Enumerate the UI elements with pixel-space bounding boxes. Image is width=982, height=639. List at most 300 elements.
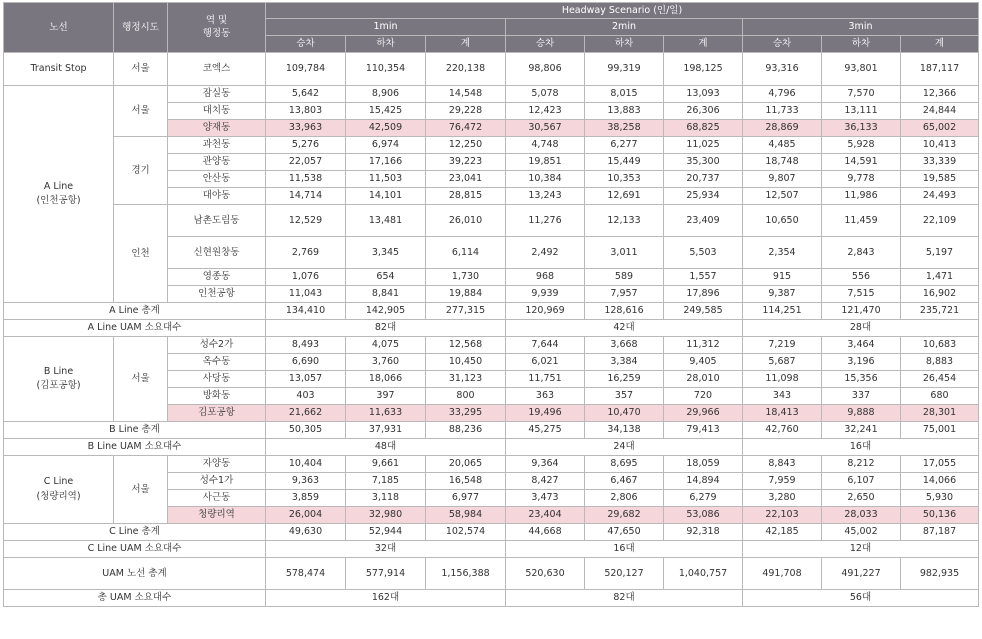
value-cell: 10,650 xyxy=(743,205,822,237)
value-cell: 9,661 xyxy=(346,456,426,473)
value-cell: 87,187 xyxy=(901,524,979,541)
value-cell: 8,906 xyxy=(346,86,426,103)
value-cell: 49,630 xyxy=(266,524,346,541)
value-cell: 14,714 xyxy=(266,188,346,205)
value-cell: 50,305 xyxy=(266,422,346,439)
uam-row xyxy=(4,320,979,337)
value-cell: 8,841 xyxy=(346,286,426,303)
value-cell: 9,807 xyxy=(743,171,822,188)
uam-row xyxy=(4,439,979,456)
uam-row xyxy=(4,541,979,558)
value-cell: 33,339 xyxy=(901,154,979,171)
value-cell: 680 xyxy=(901,388,979,405)
value-cell: 19,884 xyxy=(426,286,506,303)
value-cell: 9,363 xyxy=(266,473,346,490)
total-label: B Line 총계 xyxy=(4,422,266,439)
station-cell: 잠실동 xyxy=(168,86,266,103)
value-cell: 39,223 xyxy=(426,154,506,171)
value-cell: 24,493 xyxy=(901,188,979,205)
value-cell: 11,986 xyxy=(822,188,901,205)
value-cell: 8,695 xyxy=(585,456,664,473)
value-cell: 14,066 xyxy=(901,473,979,490)
value-cell: 5,642 xyxy=(266,86,346,103)
value-cell: 198,125 xyxy=(664,53,743,86)
total-label: C Line 총계 xyxy=(4,524,266,541)
header-route: 노선 xyxy=(4,3,114,53)
value-cell: 114,251 xyxy=(743,303,822,320)
header-headway-1: 1min xyxy=(266,19,506,36)
value-cell: 235,721 xyxy=(901,303,979,320)
value-cell: 29,966 xyxy=(664,405,743,422)
value-cell: 45,275 xyxy=(506,422,585,439)
value-cell: 10,413 xyxy=(901,137,979,154)
subheader-total: 계 xyxy=(664,36,743,53)
value-cell: 915 xyxy=(743,269,822,286)
value-cell: 17,896 xyxy=(664,286,743,303)
uam-value: 28대 xyxy=(743,320,979,337)
value-cell: 12,568 xyxy=(426,337,506,354)
value-cell: 343 xyxy=(743,388,822,405)
value-cell: 12,691 xyxy=(585,188,664,205)
region-cell: 서울 xyxy=(114,337,168,422)
value-cell: 88,236 xyxy=(426,422,506,439)
value-cell: 121,470 xyxy=(822,303,901,320)
value-cell: 110,354 xyxy=(346,53,426,86)
value-cell: 12,366 xyxy=(901,86,979,103)
value-cell: 10,404 xyxy=(266,456,346,473)
value-cell: 8,212 xyxy=(822,456,901,473)
value-cell: 7,515 xyxy=(822,286,901,303)
value-cell: 18,066 xyxy=(346,371,426,388)
value-cell: 2,650 xyxy=(822,490,901,507)
subheader-alight: 하차 xyxy=(346,36,426,53)
value-cell: 12,250 xyxy=(426,137,506,154)
value-cell: 32,980 xyxy=(346,507,426,524)
value-cell: 3,011 xyxy=(585,237,664,269)
value-cell: 13,481 xyxy=(346,205,426,237)
value-cell: 520,630 xyxy=(506,558,585,590)
table-row xyxy=(4,205,979,237)
route-cell: A Line (인천공항) xyxy=(4,86,114,303)
value-cell: 10,384 xyxy=(506,171,585,188)
value-cell: 29,682 xyxy=(585,507,664,524)
value-cell: 92,318 xyxy=(664,524,743,541)
value-cell: 15,425 xyxy=(346,103,426,120)
value-cell: 23,404 xyxy=(506,507,585,524)
value-cell: 22,057 xyxy=(266,154,346,171)
value-cell: 3,118 xyxy=(346,490,426,507)
value-cell: 128,616 xyxy=(585,303,664,320)
value-cell: 142,905 xyxy=(346,303,426,320)
value-cell: 38,258 xyxy=(585,120,664,137)
value-cell: 578,474 xyxy=(266,558,346,590)
value-cell: 720 xyxy=(664,388,743,405)
value-cell: 4,485 xyxy=(743,137,822,154)
value-cell: 14,894 xyxy=(664,473,743,490)
header-station-label: 역 및 행정동 xyxy=(202,15,231,39)
value-cell: 2,769 xyxy=(266,237,346,269)
value-cell: 28,815 xyxy=(426,188,506,205)
value-cell: 11,538 xyxy=(266,171,346,188)
value-cell: 37,931 xyxy=(346,422,426,439)
value-cell: 53,086 xyxy=(664,507,743,524)
value-cell: 6,690 xyxy=(266,354,346,371)
value-cell: 12,529 xyxy=(266,205,346,237)
region-cell: 경기 xyxy=(114,137,168,205)
table-body xyxy=(4,53,979,607)
value-cell: 28,301 xyxy=(901,405,979,422)
grand-total-row xyxy=(4,558,979,590)
value-cell: 1,730 xyxy=(426,269,506,286)
value-cell: 1,076 xyxy=(266,269,346,286)
uam-value: 24대 xyxy=(506,439,743,456)
subheader-alight: 하차 xyxy=(822,36,901,53)
total-row xyxy=(4,303,979,320)
value-cell: 29,228 xyxy=(426,103,506,120)
value-cell: 10,450 xyxy=(426,354,506,371)
value-cell: 120,969 xyxy=(506,303,585,320)
value-cell: 3,384 xyxy=(585,354,664,371)
subheader-alight: 하차 xyxy=(585,36,664,53)
station-cell: 양재동 xyxy=(168,120,266,137)
value-cell: 577,914 xyxy=(346,558,426,590)
value-cell: 34,138 xyxy=(585,422,664,439)
value-cell: 28,869 xyxy=(743,120,822,137)
route-cell: B Line (김포공항) xyxy=(4,337,114,422)
region-cell: 서울 xyxy=(114,53,168,86)
value-cell: 22,109 xyxy=(901,205,979,237)
value-cell: 24,844 xyxy=(901,103,979,120)
total-row xyxy=(4,524,979,541)
total-row xyxy=(4,422,979,439)
value-cell: 47,650 xyxy=(585,524,664,541)
uam-label: B Line UAM 소요대수 xyxy=(4,439,266,456)
value-cell: 36,133 xyxy=(822,120,901,137)
header-scenario-title: Headway Scenario (인/일) xyxy=(266,3,979,19)
value-cell: 28,033 xyxy=(822,507,901,524)
value-cell: 3,280 xyxy=(743,490,822,507)
subheader-board: 승차 xyxy=(506,36,585,53)
value-cell: 109,784 xyxy=(266,53,346,86)
value-cell: 6,467 xyxy=(585,473,664,490)
value-cell: 19,851 xyxy=(506,154,585,171)
value-cell: 10,470 xyxy=(585,405,664,422)
value-cell: 13,111 xyxy=(822,103,901,120)
value-cell: 15,356 xyxy=(822,371,901,388)
value-cell: 8,843 xyxy=(743,456,822,473)
value-cell: 17,166 xyxy=(346,154,426,171)
value-cell: 23,409 xyxy=(664,205,743,237)
value-cell: 187,117 xyxy=(901,53,979,86)
value-cell: 31,123 xyxy=(426,371,506,388)
value-cell: 491,708 xyxy=(743,558,822,590)
value-cell: 7,185 xyxy=(346,473,426,490)
station-cell: 성수2가 xyxy=(168,337,266,354)
subheader-board: 승차 xyxy=(266,36,346,53)
value-cell: 357 xyxy=(585,388,664,405)
value-cell: 14,101 xyxy=(346,188,426,205)
value-cell: 277,315 xyxy=(426,303,506,320)
value-cell: 42,185 xyxy=(743,524,822,541)
value-cell: 11,459 xyxy=(822,205,901,237)
value-cell: 68,825 xyxy=(664,120,743,137)
value-cell: 79,413 xyxy=(664,422,743,439)
grand-uam-value: 82대 xyxy=(506,590,743,607)
value-cell: 26,306 xyxy=(664,103,743,120)
table-row xyxy=(4,337,979,354)
value-cell: 11,312 xyxy=(664,337,743,354)
value-cell: 5,928 xyxy=(822,137,901,154)
station-cell: 옥수동 xyxy=(168,354,266,371)
uam-label: C Line UAM 소요대수 xyxy=(4,541,266,558)
value-cell: 28,010 xyxy=(664,371,743,388)
value-cell: 13,093 xyxy=(664,86,743,103)
header-headway-3: 3min xyxy=(743,19,979,36)
value-cell: 12,133 xyxy=(585,205,664,237)
station-cell: 자양동 xyxy=(168,456,266,473)
value-cell: 93,316 xyxy=(743,53,822,86)
value-cell: 4,075 xyxy=(346,337,426,354)
value-cell: 42,509 xyxy=(346,120,426,137)
value-cell: 12,423 xyxy=(506,103,585,120)
grand-total-label: UAM 노선 총계 xyxy=(4,558,266,590)
value-cell: 11,025 xyxy=(664,137,743,154)
value-cell: 75,001 xyxy=(901,422,979,439)
value-cell: 19,585 xyxy=(901,171,979,188)
value-cell: 589 xyxy=(585,269,664,286)
value-cell: 6,114 xyxy=(426,237,506,269)
value-cell: 50,136 xyxy=(901,507,979,524)
value-cell: 11,098 xyxy=(743,371,822,388)
value-cell: 6,021 xyxy=(506,354,585,371)
uam-value: 16대 xyxy=(743,439,979,456)
value-cell: 33,295 xyxy=(426,405,506,422)
value-cell: 14,548 xyxy=(426,86,506,103)
value-cell: 6,107 xyxy=(822,473,901,490)
value-cell: 5,930 xyxy=(901,490,979,507)
station-cell: 영종동 xyxy=(168,269,266,286)
value-cell: 363 xyxy=(506,388,585,405)
station-cell: 성수1가 xyxy=(168,473,266,490)
table-row xyxy=(4,86,979,103)
station-cell: 사근동 xyxy=(168,490,266,507)
region-cell: 서울 xyxy=(114,456,168,524)
station-cell: 남촌도림동 xyxy=(168,205,266,237)
value-cell: 8,883 xyxy=(901,354,979,371)
value-cell: 982,935 xyxy=(901,558,979,590)
value-cell: 58,984 xyxy=(426,507,506,524)
value-cell: 45,002 xyxy=(822,524,901,541)
value-cell: 10,683 xyxy=(901,337,979,354)
value-cell: 5,276 xyxy=(266,137,346,154)
value-cell: 7,219 xyxy=(743,337,822,354)
value-cell: 1,040,757 xyxy=(664,558,743,590)
region-cell: 인천 xyxy=(114,205,168,303)
value-cell: 16,259 xyxy=(585,371,664,388)
value-cell: 7,957 xyxy=(585,286,664,303)
value-cell: 76,472 xyxy=(426,120,506,137)
grand-uam-row xyxy=(4,590,979,607)
value-cell: 21,662 xyxy=(266,405,346,422)
ridership-table-container xyxy=(3,2,979,607)
station-cell: 방화동 xyxy=(168,388,266,405)
value-cell: 44,668 xyxy=(506,524,585,541)
header-station xyxy=(168,3,266,53)
value-cell: 397 xyxy=(346,388,426,405)
value-cell: 11,751 xyxy=(506,371,585,388)
value-cell: 13,243 xyxy=(506,188,585,205)
value-cell: 20,065 xyxy=(426,456,506,473)
value-cell: 17,055 xyxy=(901,456,979,473)
value-cell: 18,748 xyxy=(743,154,822,171)
station-cell: 인천공항 xyxy=(168,286,266,303)
header-region: 행정시도 xyxy=(114,3,168,53)
uam-value: 16대 xyxy=(506,541,743,558)
value-cell: 19,496 xyxy=(506,405,585,422)
value-cell: 3,196 xyxy=(822,354,901,371)
value-cell: 99,319 xyxy=(585,53,664,86)
value-cell: 968 xyxy=(506,269,585,286)
value-cell: 11,276 xyxy=(506,205,585,237)
value-cell: 13,057 xyxy=(266,371,346,388)
value-cell: 9,778 xyxy=(822,171,901,188)
uam-value: 42대 xyxy=(506,320,743,337)
value-cell: 1,471 xyxy=(901,269,979,286)
subheader-total: 계 xyxy=(901,36,979,53)
station-cell: 코엑스 xyxy=(168,53,266,86)
value-cell: 6,279 xyxy=(664,490,743,507)
value-cell: 6,277 xyxy=(585,137,664,154)
value-cell: 520,127 xyxy=(585,558,664,590)
uam-value: 82대 xyxy=(266,320,506,337)
value-cell: 3,464 xyxy=(822,337,901,354)
station-cell: 과천동 xyxy=(168,137,266,154)
value-cell: 14,591 xyxy=(822,154,901,171)
value-cell: 10,353 xyxy=(585,171,664,188)
station-cell: 사당동 xyxy=(168,371,266,388)
value-cell: 1,557 xyxy=(664,269,743,286)
value-cell: 7,644 xyxy=(506,337,585,354)
value-cell: 33,963 xyxy=(266,120,346,137)
uam-value: 48대 xyxy=(266,439,506,456)
grand-uam-value: 162대 xyxy=(266,590,506,607)
value-cell: 800 xyxy=(426,388,506,405)
value-cell: 102,574 xyxy=(426,524,506,541)
value-cell: 134,410 xyxy=(266,303,346,320)
value-cell: 8,427 xyxy=(506,473,585,490)
value-cell: 26,004 xyxy=(266,507,346,524)
value-cell: 11,503 xyxy=(346,171,426,188)
value-cell: 2,354 xyxy=(743,237,822,269)
uam-label: A Line UAM 소요대수 xyxy=(4,320,266,337)
station-cell: 대치동 xyxy=(168,103,266,120)
value-cell: 4,748 xyxy=(506,137,585,154)
value-cell: 42,760 xyxy=(743,422,822,439)
value-cell: 3,760 xyxy=(346,354,426,371)
value-cell: 16,548 xyxy=(426,473,506,490)
subheader-total: 계 xyxy=(426,36,506,53)
value-cell: 9,939 xyxy=(506,286,585,303)
value-cell: 7,959 xyxy=(743,473,822,490)
uam-value: 12대 xyxy=(743,541,979,558)
value-cell: 8,493 xyxy=(266,337,346,354)
value-cell: 5,197 xyxy=(901,237,979,269)
value-cell: 2,492 xyxy=(506,237,585,269)
value-cell: 18,059 xyxy=(664,456,743,473)
station-cell: 청량리역 xyxy=(168,507,266,524)
value-cell: 22,103 xyxy=(743,507,822,524)
value-cell: 7,570 xyxy=(822,86,901,103)
value-cell: 249,585 xyxy=(664,303,743,320)
station-cell: 신현원창동 xyxy=(168,237,266,269)
table-row xyxy=(4,137,979,154)
value-cell: 3,345 xyxy=(346,237,426,269)
header-headway-2: 2min xyxy=(506,19,743,36)
value-cell: 98,806 xyxy=(506,53,585,86)
value-cell: 9,387 xyxy=(743,286,822,303)
value-cell: 1,156,388 xyxy=(426,558,506,590)
value-cell: 5,503 xyxy=(664,237,743,269)
value-cell: 6,974 xyxy=(346,137,426,154)
value-cell: 11,733 xyxy=(743,103,822,120)
value-cell: 30,567 xyxy=(506,120,585,137)
value-cell: 32,241 xyxy=(822,422,901,439)
value-cell: 35,300 xyxy=(664,154,743,171)
value-cell: 25,934 xyxy=(664,188,743,205)
value-cell: 4,796 xyxy=(743,86,822,103)
subheader-board: 승차 xyxy=(743,36,822,53)
value-cell: 9,405 xyxy=(664,354,743,371)
value-cell: 11,043 xyxy=(266,286,346,303)
value-cell: 3,473 xyxy=(506,490,585,507)
value-cell: 5,687 xyxy=(743,354,822,371)
value-cell: 491,227 xyxy=(822,558,901,590)
value-cell: 52,944 xyxy=(346,524,426,541)
value-cell: 220,138 xyxy=(426,53,506,86)
value-cell: 2,806 xyxy=(585,490,664,507)
station-cell: 김포공항 xyxy=(168,405,266,422)
value-cell: 11,633 xyxy=(346,405,426,422)
route-cell: C Line (청량리역) xyxy=(4,456,114,524)
value-cell: 9,364 xyxy=(506,456,585,473)
value-cell: 16,902 xyxy=(901,286,979,303)
value-cell: 6,977 xyxy=(426,490,506,507)
value-cell: 5,078 xyxy=(506,86,585,103)
station-cell: 안산동 xyxy=(168,171,266,188)
value-cell: 13,803 xyxy=(266,103,346,120)
table-row xyxy=(4,53,979,86)
total-label: A Line 총계 xyxy=(4,303,266,320)
value-cell: 12,507 xyxy=(743,188,822,205)
value-cell: 556 xyxy=(822,269,901,286)
grand-uam-value: 56대 xyxy=(743,590,979,607)
value-cell: 337 xyxy=(822,388,901,405)
grand-uam-label: 총 UAM 소요대수 xyxy=(4,590,266,607)
value-cell: 20,737 xyxy=(664,171,743,188)
value-cell: 3,668 xyxy=(585,337,664,354)
ridership-table xyxy=(3,2,979,607)
value-cell: 13,883 xyxy=(585,103,664,120)
route-cell: Transit Stop xyxy=(4,53,114,86)
value-cell: 65,002 xyxy=(901,120,979,137)
value-cell: 93,801 xyxy=(822,53,901,86)
region-cell: 서울 xyxy=(114,86,168,137)
value-cell: 3,859 xyxy=(266,490,346,507)
station-cell: 관양동 xyxy=(168,154,266,171)
value-cell: 23,041 xyxy=(426,171,506,188)
value-cell: 2,843 xyxy=(822,237,901,269)
value-cell: 9,888 xyxy=(822,405,901,422)
